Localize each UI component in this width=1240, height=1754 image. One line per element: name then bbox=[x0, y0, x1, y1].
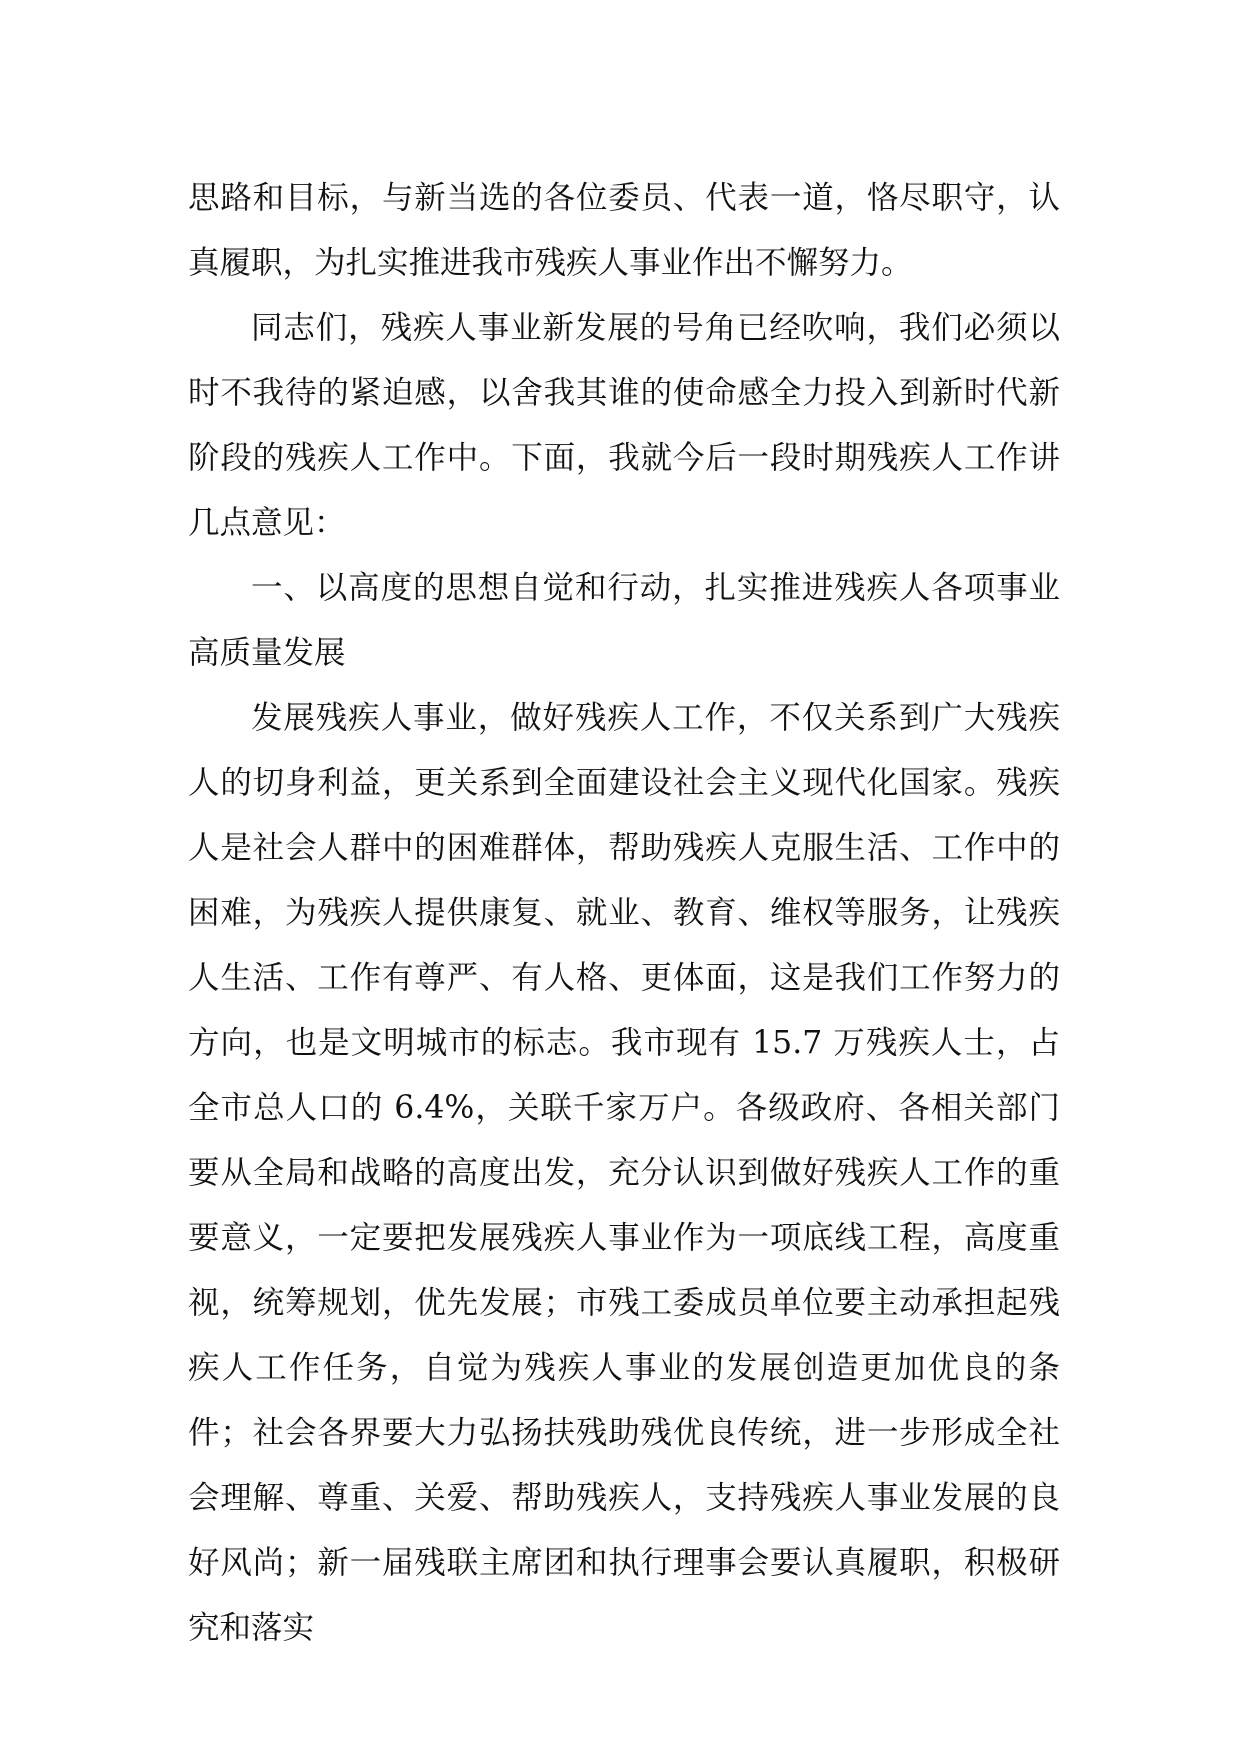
paragraph-continuation: 思路和目标，与新当选的各位委员、代表一道，恪尽职守，认真履职，为扎实推进我市残疾人事业作出不懈努力。 bbox=[188, 180, 1060, 281]
paragraph-development: 发展残疾人事业，做好残疾人工作，不仅关系到广大残疾人的切身利益，更关系到全面建设社会主义现代化国家。残疾人是社会人群中的困难群体，帮助残疾人克服生活、工作中的困难，为残疾人提供康复、就业、教育、维权等服务，让残疾人生活、工作有尊严、有人格、更体面，这是我们工作努力的方向，也是文明城市的标志。我市现有 15.7 万残疾人士，占全市总人口的 6.4%，关联千家万户。各级政府、各相关部门要从全局和战略的高度出发，充分认识到做好残疾人工作的重要意义，一定要把发展残疾人事业作为一项底线工程，高度重视，统筹规划，优先发展；市残工委成员单位要主动承担起残疾人工作任务，自觉为残疾人事业的发展创造更加优良的条件；社会各界要大力弘扬扶残助残优良传统，进一步形成全社会理解、尊重、关爱、帮助残疾人，支持残疾人事业发展的良好风尚；新一届残联主席团和执行理事会要认真履职，积极研究和落实 bbox=[188, 700, 1060, 1646]
section-heading: 一、以高度的思想自觉和行动，扎实推进残疾人各项事业高质量发展 bbox=[188, 570, 1060, 671]
body-text bbox=[188, 166, 1060, 1661]
paragraph-comrades: 同志们，残疾人事业新发展的号角已经吹响，我们必须以时不我待的紧迫感，以舍我其谁的使命感全力投入到新时代新阶段的残疾人工作中。下面，我就今后一段时期残疾人工作讲几点意见： bbox=[188, 310, 1060, 541]
